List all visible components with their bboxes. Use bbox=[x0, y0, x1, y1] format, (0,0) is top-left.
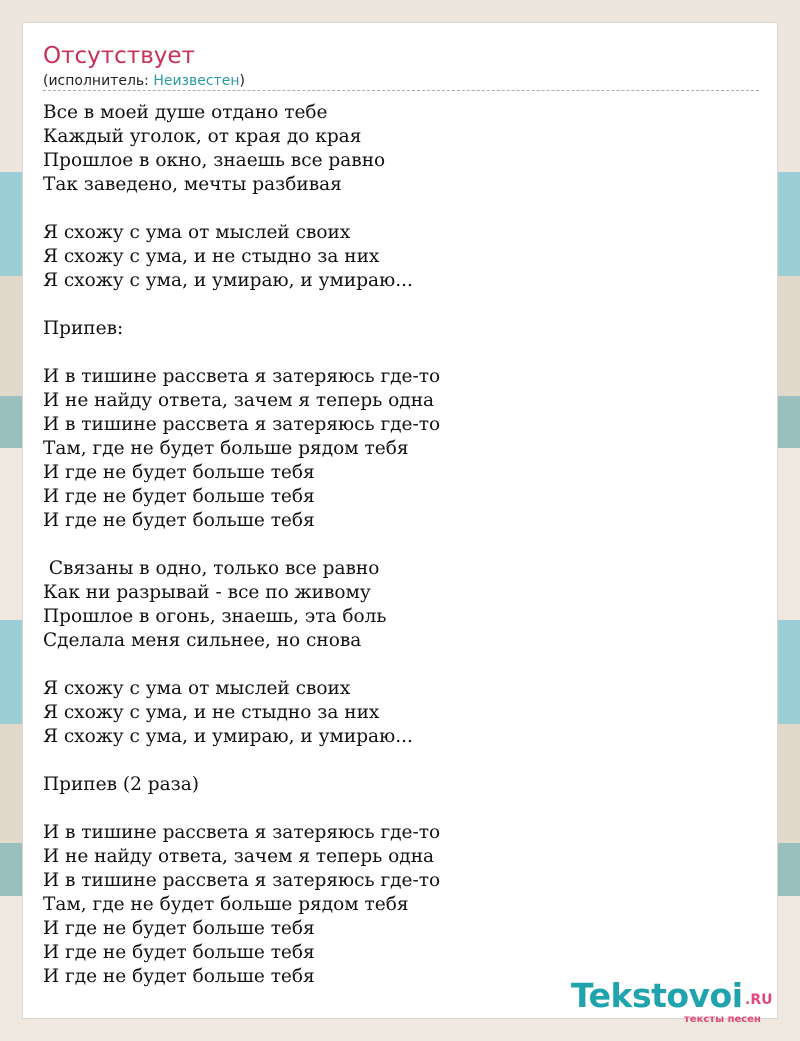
artist-link[interactable]: Неизвестен bbox=[153, 73, 240, 89]
lyric-line: И где не будет больше тебя bbox=[43, 462, 315, 483]
lyric-blank-line bbox=[43, 341, 763, 365]
lyric-blank-line bbox=[43, 653, 763, 677]
lyric-blank-line bbox=[43, 797, 763, 821]
lyric-line: Сделала меня сильнее, но снова bbox=[43, 630, 362, 651]
lyric-line: Каждый уголок, от края до края bbox=[43, 126, 362, 147]
lyric-line: И где не будет больше тебя bbox=[43, 966, 315, 987]
lyric-line: Там, где не будет больше рядом тебя bbox=[43, 894, 409, 915]
lyrics-card bbox=[22, 22, 778, 1025]
lyric-blank-line bbox=[43, 533, 763, 557]
lyric-line: И в тишине рассвета я затеряюсь где-то bbox=[43, 414, 441, 435]
artist-suffix: ) bbox=[239, 73, 245, 89]
lyrics-text bbox=[43, 101, 763, 989]
lyric-line: Прошлое в огонь, знаешь, эта боль bbox=[43, 606, 387, 627]
logo-domain-suffix: .RU bbox=[745, 992, 773, 1008]
lyric-blank-line bbox=[43, 749, 763, 773]
lyric-line: И не найду ответа, зачем я теперь одна bbox=[43, 390, 435, 411]
lyric-line: И в тишине рассвета я затеряюсь где-то bbox=[43, 822, 441, 843]
lyric-line: И где не будет больше тебя bbox=[43, 510, 315, 531]
lyric-line: Я схожу с ума, и не стыдно за них bbox=[43, 246, 380, 267]
lyric-line: И где не будет больше тебя bbox=[43, 942, 315, 963]
lyric-line: Я схожу с ума, и умираю, и умираю... bbox=[43, 726, 413, 747]
lyric-line: Прошлое в окно, знаешь все равно bbox=[43, 150, 386, 171]
lyric-line: Я схожу с ума от мыслей своих bbox=[43, 678, 351, 699]
lyric-line: Связаны в одно, только все равно bbox=[43, 558, 380, 579]
lyric-line: Я схожу с ума, и умираю, и умираю... bbox=[43, 270, 413, 291]
lyric-line: Припев: bbox=[43, 318, 124, 339]
lyric-line: Припев (2 раза) bbox=[43, 774, 199, 795]
lyric-line: И в тишине рассвета я затеряюсь где-то bbox=[43, 870, 441, 891]
lyric-line: И в тишине рассвета я затеряюсь где-то bbox=[43, 366, 441, 387]
lyric-line: Все в моей душе отдано тебе bbox=[43, 102, 328, 123]
lyric-line: И где не будет больше тебя bbox=[43, 486, 315, 507]
site-logo[interactable] bbox=[571, 977, 781, 1027]
title-divider bbox=[43, 90, 759, 91]
lyric-line: Так заведено, мечты разбивая bbox=[43, 174, 342, 195]
lyric-blank-line bbox=[43, 197, 763, 221]
artist-line bbox=[43, 72, 245, 90]
lyric-line: Я схожу с ума от мыслей своих bbox=[43, 222, 351, 243]
lyric-blank-line bbox=[43, 293, 763, 317]
artist-prefix: (исполнитель: bbox=[43, 73, 154, 89]
logo-tagline: тексты песен bbox=[684, 1014, 761, 1025]
lyric-line: И не найду ответа, зачем я теперь одна bbox=[43, 846, 435, 867]
lyric-line: Я схожу с ума, и не стыдно за них bbox=[43, 702, 380, 723]
lyric-line: Там, где не будет больше рядом тебя bbox=[43, 438, 409, 459]
logo-wordmark: Tekstovoi bbox=[571, 976, 743, 1015]
lyric-line: И где не будет больше тебя bbox=[43, 918, 315, 939]
song-title: Отсутствует bbox=[43, 43, 195, 69]
lyric-line: Как ни разрывай - все по живому bbox=[43, 582, 371, 603]
